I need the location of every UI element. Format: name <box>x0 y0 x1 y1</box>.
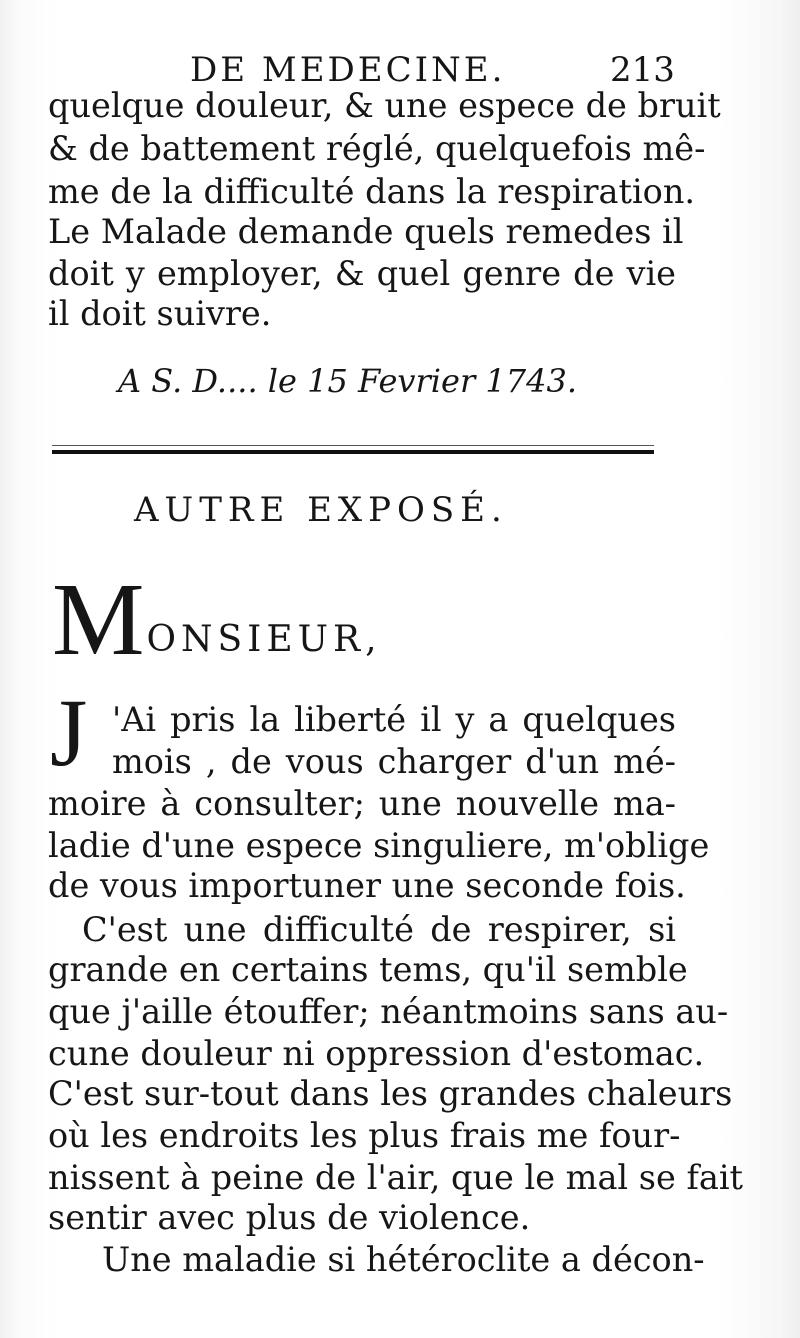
text-line: quelque douleur, & une espece de bruit <box>48 86 721 125</box>
letter-line-indent: Une maladie si hétéroclite a décon- <box>102 1240 705 1279</box>
running-title: DE MEDECINE. <box>190 50 506 90</box>
page-number: 213 <box>610 50 675 90</box>
letter-line: 'Ai pris la liberté il y a quelques <box>112 700 676 739</box>
letter-line: que j'aille étouffer; néantmoins sans au- <box>48 992 729 1031</box>
letter-line-indent: C'est une difficulté de respirer, si <box>82 910 676 949</box>
letter-line: cune douleur ni oppression d'estomac. <box>48 1034 705 1073</box>
text-line: doit y employer, & quel genre de vie <box>48 254 676 293</box>
letter-line: où les endroits les plus frais me four- <box>48 1116 681 1155</box>
letter-line: sentir avec plus de violence. <box>48 1198 531 1237</box>
letter-line: grande en certains tems, qu'il semble <box>48 950 688 989</box>
text-line: me de la difficulté dans la respiration. <box>48 172 696 211</box>
salutation <box>52 562 382 677</box>
divider-rule <box>52 450 654 454</box>
letter-line: nissent à peine de l'air, que le mal se fait <box>48 1158 743 1197</box>
letter-line: mois , de vous charger d'un mé- <box>112 742 676 781</box>
text-line: & de battement réglé, quelquefois mê- <box>48 129 706 168</box>
letter-line: ladie d'une espece singuliere, m'oblige <box>48 826 710 865</box>
drop-cap-initial: J <box>50 679 88 786</box>
letter-line: de vous importuner une seconde fois. <box>48 866 686 905</box>
letter-line: C'est sur-tout dans les grandes chaleurs <box>48 1074 733 1113</box>
salutation-initial: M <box>52 562 145 677</box>
text-line-last: il doit suivre. <box>48 294 272 333</box>
divider-thin <box>52 445 654 446</box>
signature-line: A S. D.... le 15 Fevrier 1743. <box>118 362 578 400</box>
letter-line: moire à consulter; une nouvelle ma- <box>48 784 676 823</box>
salutation-rest: ONSIEUR, <box>146 619 382 660</box>
running-header <box>190 50 690 90</box>
text-line: Le Malade demande quels remedes il <box>48 212 684 251</box>
section-heading: AUTRE EXPOSÉ. <box>134 490 508 530</box>
